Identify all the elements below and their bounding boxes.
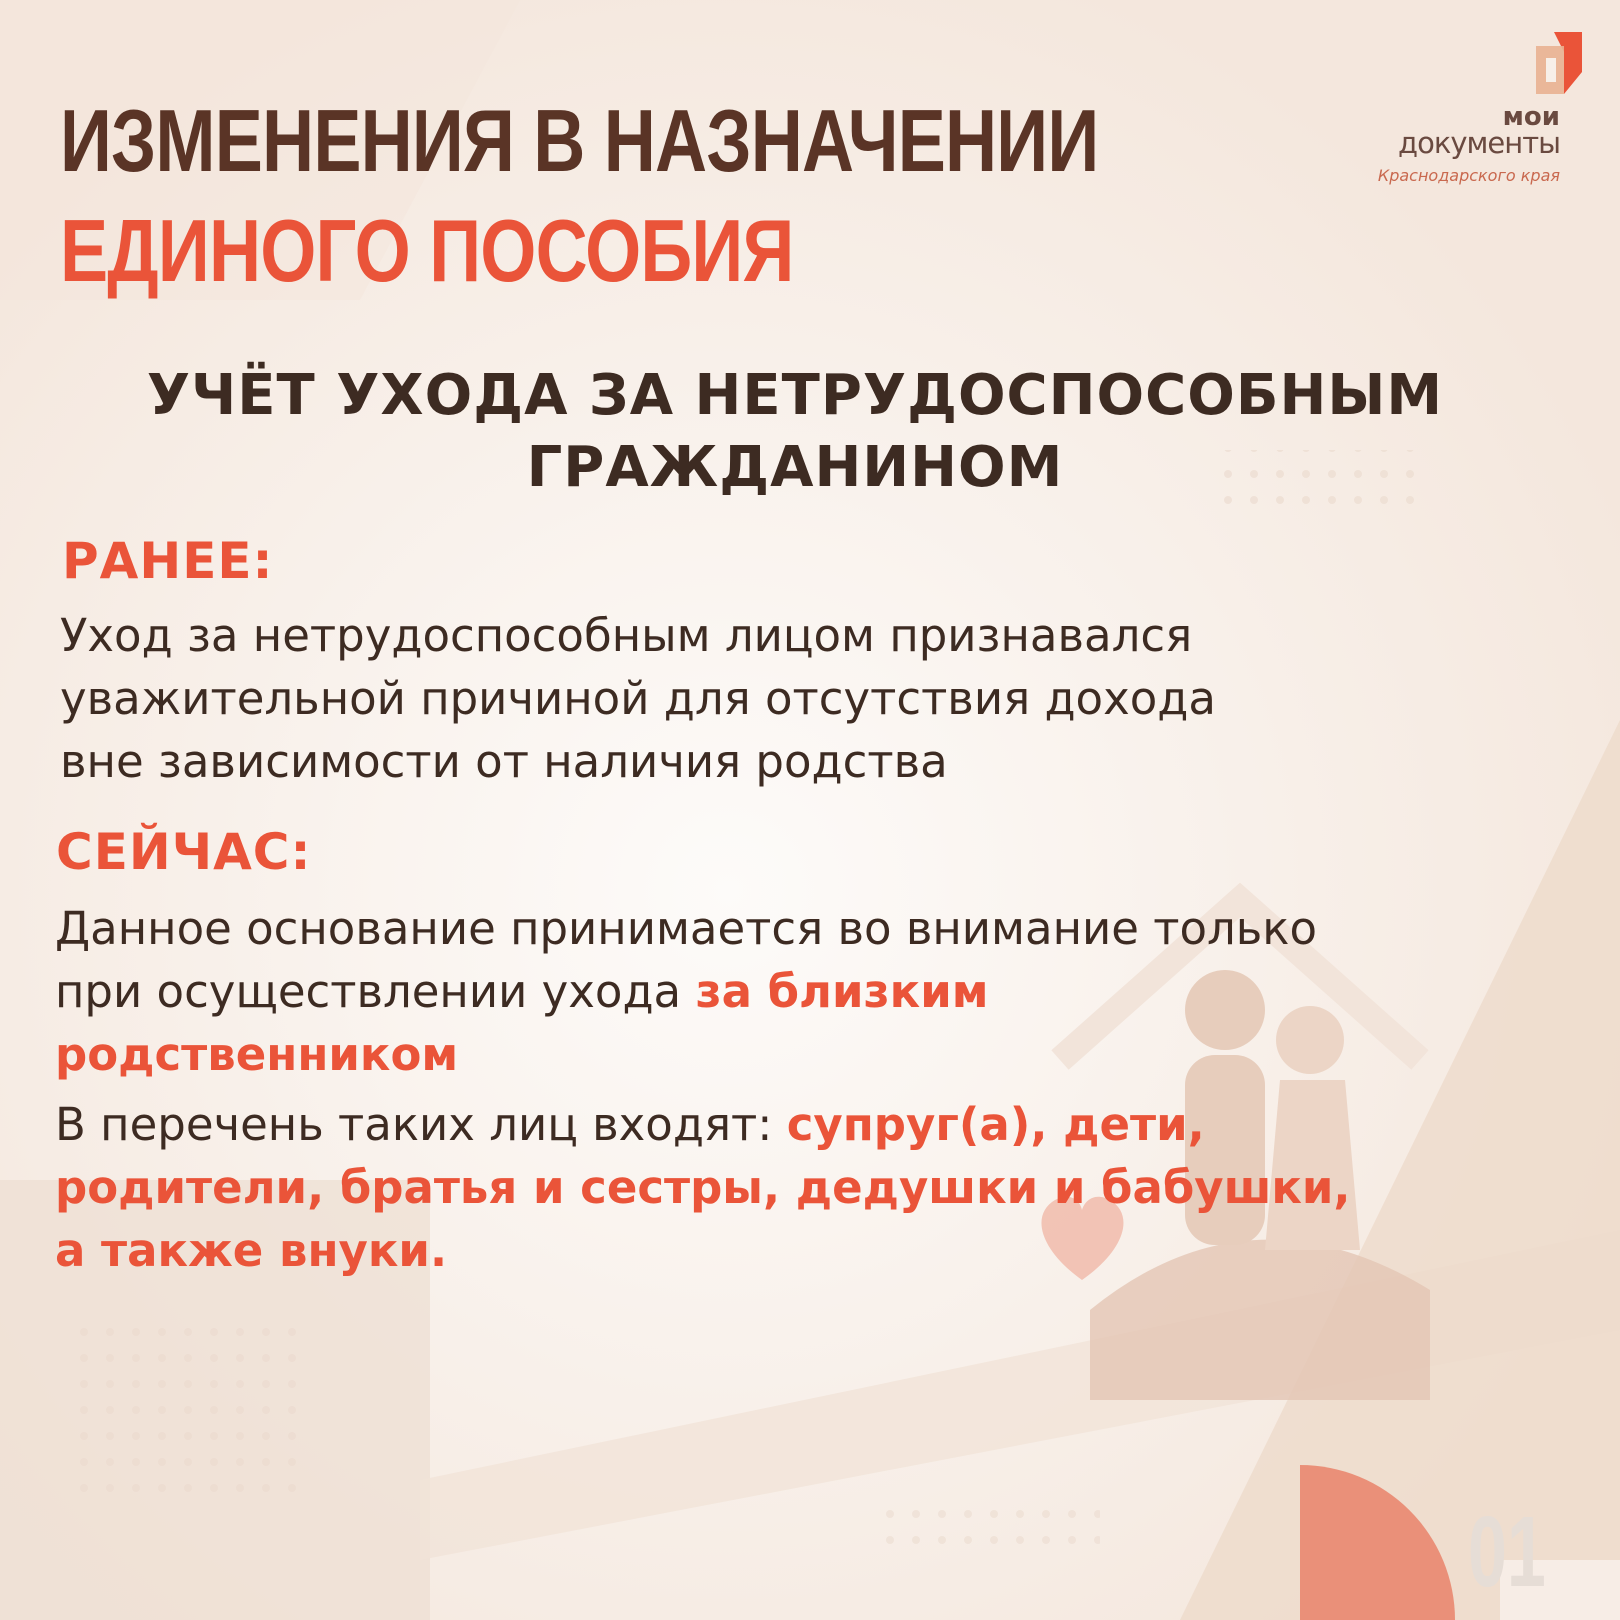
- relatives-highlight-3: а также внуки.: [55, 1224, 448, 1277]
- logo-text-line1: мои: [1502, 102, 1560, 132]
- relatives-list: [55, 1093, 1351, 1282]
- now-line-3-highlight: родственником: [55, 1028, 459, 1081]
- now-text: [55, 897, 1317, 1086]
- now-label: СЕЙЧАС:: [56, 823, 312, 881]
- before-line-2: уважительной причиной для отсутствия дохода: [60, 672, 1216, 725]
- title-line-2: ЕДИНОГО ПОСОБИЯ: [60, 201, 794, 300]
- section-subtitle: [130, 360, 1460, 504]
- title-line-1: ИЗМЕНЕНИЯ В НАЗНАЧЕНИИ: [60, 91, 1099, 190]
- before-text: [60, 604, 1216, 793]
- before-line-1: Уход за нетрудоспособным лицом признавался: [60, 609, 1193, 662]
- logo-icon: [1536, 32, 1582, 94]
- now-line-2-plain: при осуществлении ухода: [55, 965, 696, 1018]
- before-label: РАНЕЕ:: [62, 532, 274, 590]
- subtitle-line-2: ГРАЖДАНИНОМ: [526, 435, 1064, 500]
- logo: [1350, 26, 1570, 196]
- relatives-intro: В перечень таких лиц входят:: [55, 1098, 787, 1151]
- page-title: [60, 86, 1098, 306]
- page-number: 01: [1468, 1496, 1546, 1608]
- before-line-3: вне зависимости от наличия родства: [60, 735, 948, 788]
- subtitle-line-1: УЧЁТ УХОДА ЗА НЕТРУДОСПОСОБНЫМ: [146, 363, 1444, 428]
- logo-text-line2: документы: [1398, 126, 1560, 160]
- logo-text-line3: Краснодарского края: [1377, 166, 1560, 185]
- now-line-1: Данное основание принимается во внимание только: [55, 902, 1317, 955]
- now-line-2-highlight: за близким: [695, 965, 989, 1018]
- relatives-highlight-2: родители, братья и сестры, дедушки и бабушки,: [55, 1161, 1351, 1214]
- relatives-highlight-1: супруг(а), дети,: [786, 1098, 1205, 1151]
